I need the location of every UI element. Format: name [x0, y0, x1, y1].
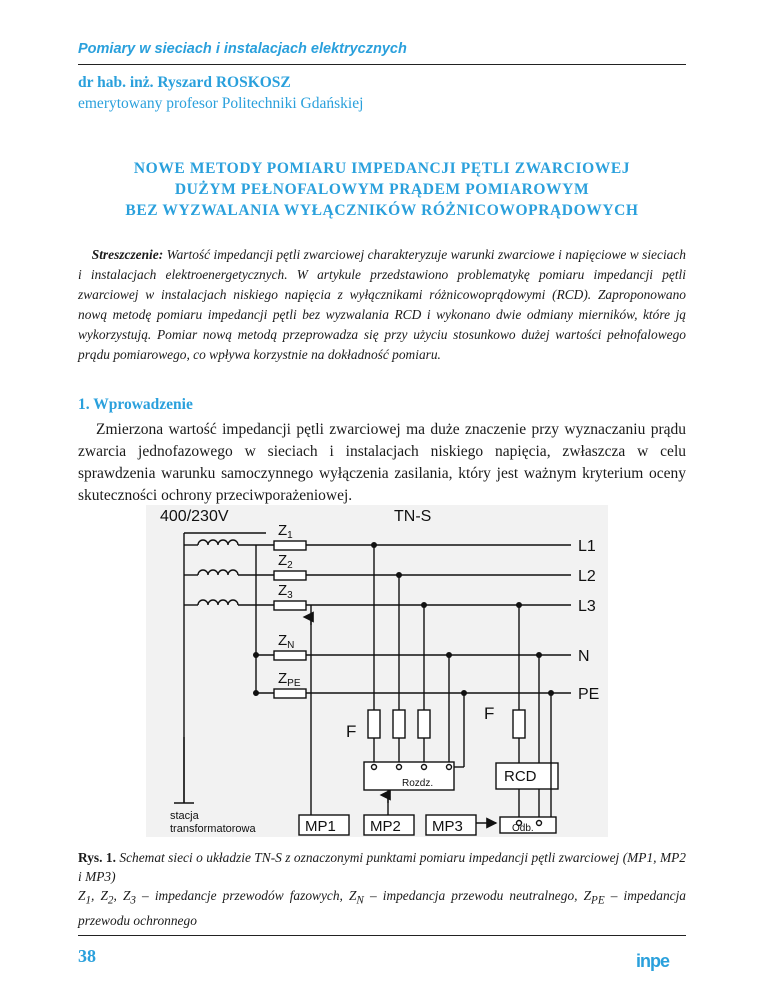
- system-label: TN-S: [394, 508, 432, 525]
- abstract-label: Streszczenie:: [91, 247, 164, 262]
- body-paragraph: Zmierzona wartość impedancji pętli zwarciowej ma duże znaczenie przy wyznaczaniu prądu zwarcia jednofazowego w sieciach i instalacjach niskiego napięcia, zwłaszcza w celu sprawdzenia warunku samoczynnego wyłączenia zasilania, który jest ważnym kryterium oceny skuteczności ochrony przeciwporażeniowej.: [78, 421, 686, 504]
- header-rule: [78, 64, 686, 65]
- receiver-label: Odb.: [512, 823, 534, 834]
- figure-tn-s-schematic: [146, 505, 608, 837]
- fuse-label-right: F: [484, 704, 495, 723]
- line-l2-label: L2: [578, 568, 596, 585]
- running-title: Pomiary w sieciach i instalacjach elektrycznych: [78, 41, 407, 57]
- z3-label: $Z_3$: [278, 582, 293, 601]
- z2-label: $Z_2$: [278, 552, 293, 571]
- mp1-label: MP1: [305, 818, 336, 835]
- caption-label: Rys. 1.: [78, 850, 116, 865]
- title-line-1: NOWE METODY POMIARU IMPEDANCJI PĘTLI ZWARCIOWEJ: [133, 160, 631, 177]
- inpe-logo: [636, 950, 686, 977]
- line-l3-label: L3: [578, 598, 596, 615]
- line-pe-label: PE: [578, 686, 600, 703]
- abstract-text: Wartość impedancji pętli zwarciowej charakteryzuje warunki zwarciowe i napięciowe w sieciach i instalacjach elektroenergetycznych. W artykule przedstawiono problematykę pomiaru impedancji pętli zwarciowej w instalacjach niskiego napięcia z wyłącznikami różnicowoprądowymi (RCD). Zaproponowano nową metodę pomiaru impedancji pętli bez wyzwalania RCD i wykonano dwie odmiany mierników, które ją wykorzystują. Pomiar nową metodą przeprowadza się przy użyciu stosunkowo dużej wartości pełnofalowego prądu pomiarowego, co wpływa korzystnie na dokładność pomiaru.: [78, 247, 686, 362]
- title-line-2: DUŻYM PEŁNOFALOWYM PRĄDEM POMIAROWYM: [174, 181, 590, 198]
- title-line-3: BEZ WYZWALANIA WYŁĄCZNIKÓW RÓŻNICOWOPRĄDOWYCH: [125, 202, 639, 219]
- z1-label: $Z_1$: [278, 522, 293, 541]
- abstract: [78, 245, 686, 365]
- section-heading: 1. Wprowadzenie: [78, 396, 193, 413]
- station-label-line2: transformatorowa: [170, 823, 256, 835]
- distribution-label: Rozdz.: [402, 778, 434, 789]
- mp2-label: MP2: [370, 818, 401, 835]
- line-l1-label: L1: [578, 538, 596, 555]
- rcd-label: RCD: [504, 768, 537, 785]
- author-affiliation: emerytowany profesor Politechniki Gdańskiej: [78, 95, 364, 112]
- mp3-label: MP3: [432, 818, 463, 835]
- zpe-label: $Z_{PE}$: [278, 670, 301, 689]
- footer-rule: [78, 935, 686, 936]
- caption-line1: Schemat sieci o układzie TN-S z oznaczonymi punktami pomiaru impedancji pętli zwarciowej (MP1, MP2 i MP3): [78, 850, 686, 884]
- fuse-label-left: F: [346, 722, 357, 741]
- author-name: dr hab. inż. Ryszard ROSKOSZ: [78, 74, 291, 91]
- svg-text:inpe: inpe: [636, 951, 670, 971]
- voltage-label: 400/230V: [160, 508, 229, 525]
- figure-caption: Rys. 1. Schemat sieci o układzie TN-S z oznaczonymi punktami pomiaru impedancji pętli zwarciowej (MP1, MP2 i MP3) $Z_1$, $Z_2$, $Z_3$ – impedancje przewodów fazowych, $Z_N$ – impedancja przewodu neutralnego, $Z_{PE}$ – impedancja przewodu ochronnego: [78, 850, 686, 928]
- page-number: 38: [78, 946, 96, 966]
- station-label-line1: stacja: [170, 810, 199, 822]
- zn-label: $Z_N$: [278, 632, 295, 651]
- article-title: [78, 158, 686, 221]
- line-n-label: N: [578, 648, 590, 665]
- schematic-svg: [146, 505, 608, 837]
